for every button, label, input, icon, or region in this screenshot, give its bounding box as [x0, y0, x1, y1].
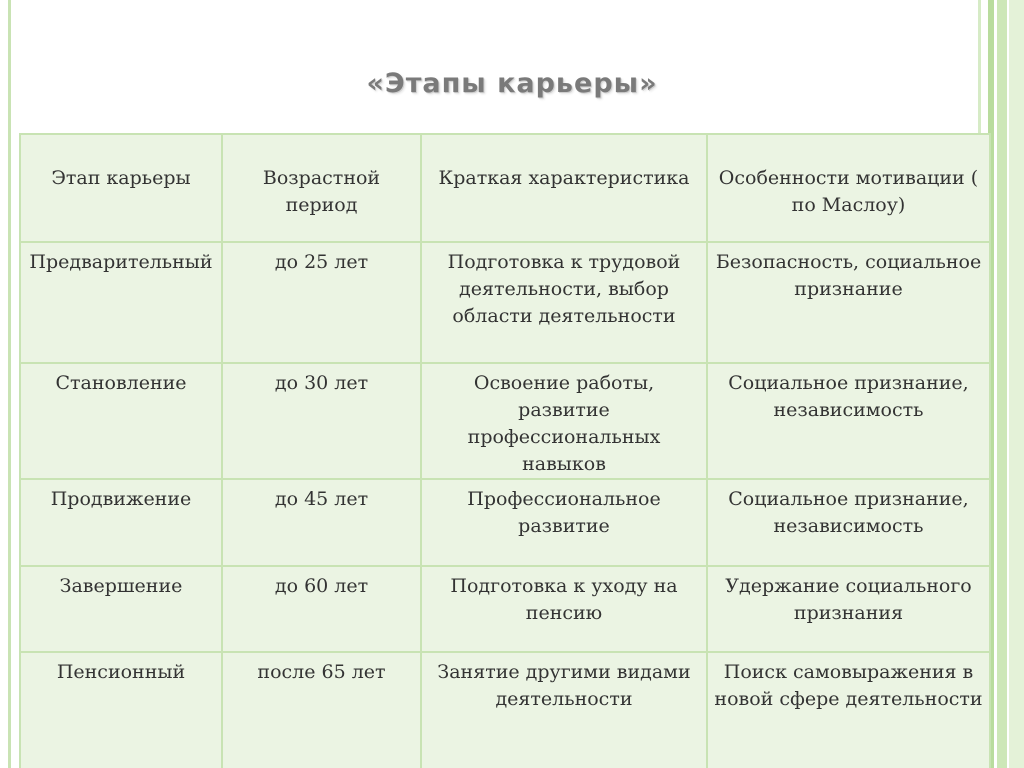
cell-motivation: Удержание социального признания: [707, 566, 990, 652]
table-row: [20, 566, 990, 652]
cell-stage: Завершение: [20, 566, 222, 652]
right-decor-stripe: [997, 0, 1007, 768]
cell-age: до 30 лет: [222, 363, 421, 479]
header-age-period: Возрастной период: [222, 134, 421, 242]
cell-motivation: Социальное признание, независимость: [707, 479, 990, 566]
cell-age: до 60 лет: [222, 566, 421, 652]
cell-description: Подготовка к уходу на пенсию: [421, 566, 707, 652]
cell-description: Профессиональное развитие: [421, 479, 707, 566]
header-description: Краткая характеристика: [421, 134, 707, 242]
cell-age: после 65 лет: [222, 652, 421, 768]
career-stages-table: [19, 133, 991, 768]
cell-stage: Пенсионный: [20, 652, 222, 768]
table-row: [20, 652, 990, 768]
left-frame-line: [8, 0, 11, 768]
right-decor-stripe: [1009, 0, 1024, 768]
table-row: [20, 242, 990, 363]
cell-stage: Продвижение: [20, 479, 222, 566]
header-motivation: Особенности мотивации ( по Маслоу): [707, 134, 990, 242]
table-row: [20, 363, 990, 479]
cell-age: до 45 лет: [222, 479, 421, 566]
table-header-row: [20, 134, 990, 242]
cell-description: Подготовка к трудовой деятельности, выбор области деятельности: [421, 242, 707, 363]
table-row: [20, 479, 990, 566]
cell-stage: Предварительный: [20, 242, 222, 363]
cell-description: Занятие другими видами деятельности: [421, 652, 707, 768]
cell-description: Освоение работы, развитие профессиональных навыков: [421, 363, 707, 479]
header-stage: Этап карьеры: [20, 134, 222, 242]
cell-age: до 25 лет: [222, 242, 421, 363]
cell-motivation: Безопасность, социальное признание: [707, 242, 990, 363]
cell-stage: Становление: [20, 363, 222, 479]
cell-motivation: Социальное признание, независимость: [707, 363, 990, 479]
cell-motivation: Поиск самовыражения в новой сфере деятельности: [707, 652, 990, 768]
slide-title: «Этапы карьеры»: [366, 68, 658, 99]
